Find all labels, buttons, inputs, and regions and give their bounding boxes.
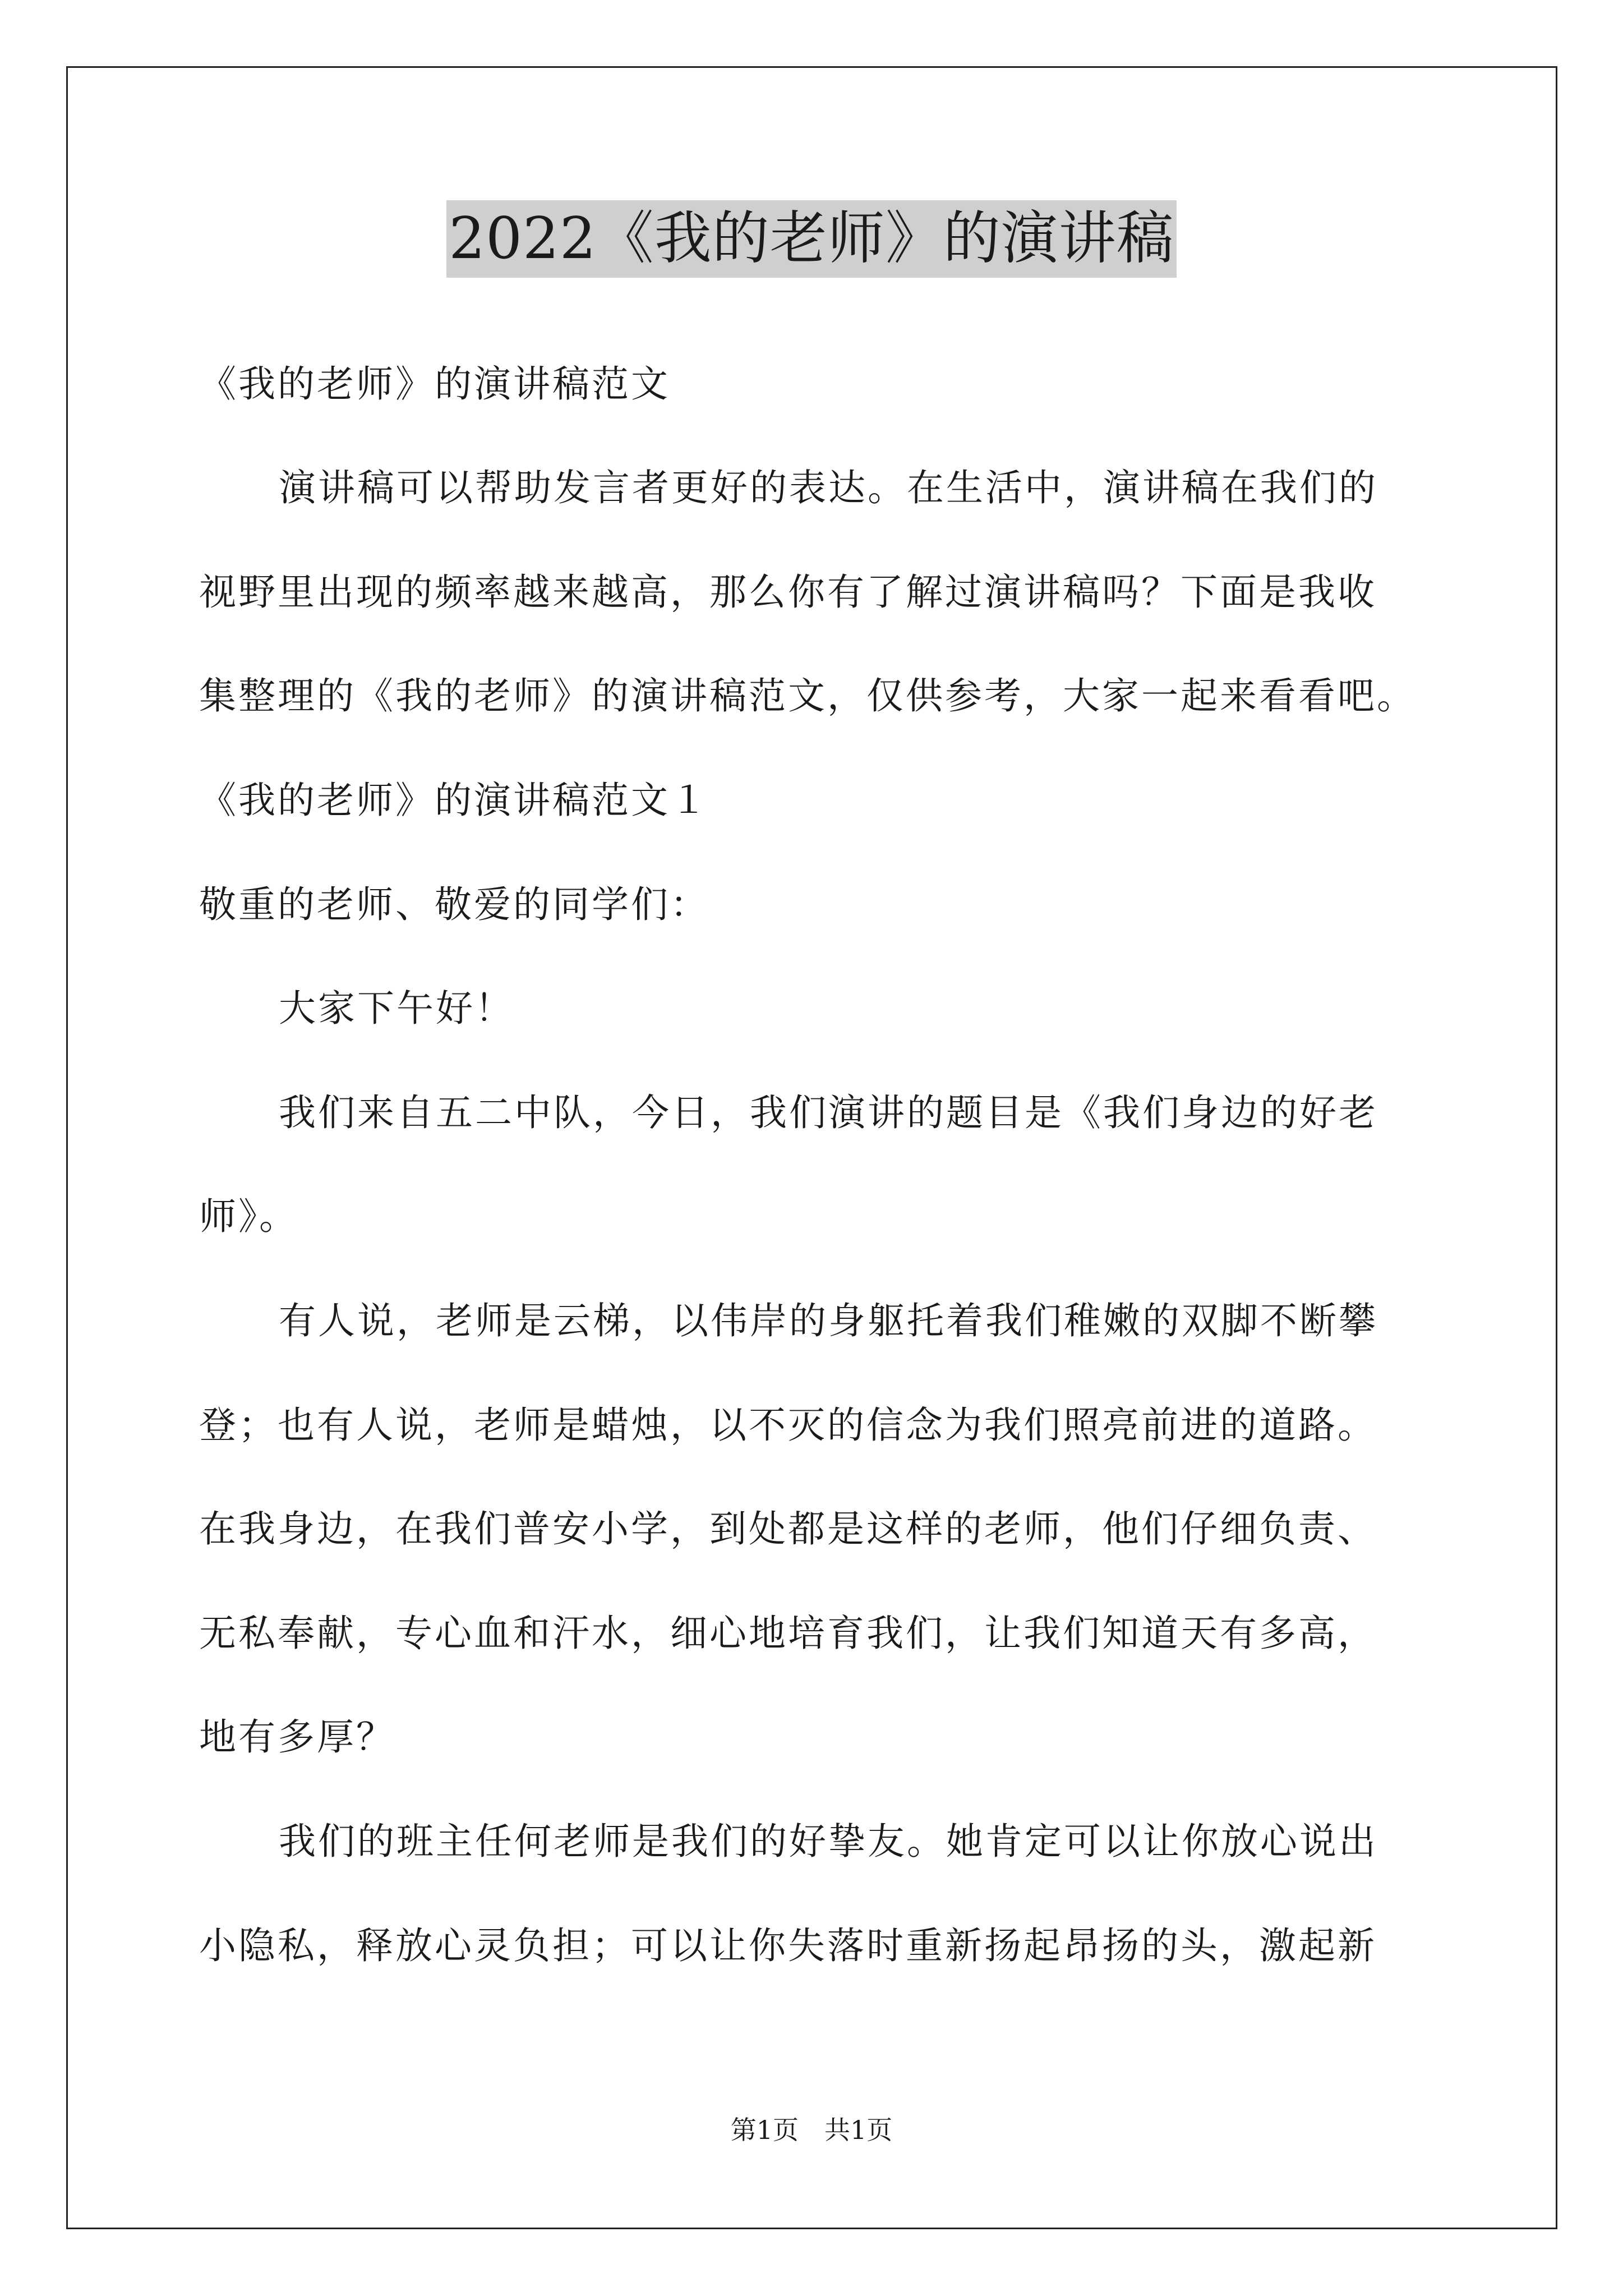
paragraph-line: 在我身边，在我们普安小学，到处都是这样的老师，他们仔细负责、: [199, 1507, 1377, 1550]
paragraph-line: 演讲稿可以帮助发言者更好的表达。在生活中，演讲稿在我们的: [279, 466, 1378, 509]
section-heading: 《我的老师》的演讲稿范文１: [199, 779, 709, 822]
document-title: 2022《我的老师》的演讲稿: [446, 200, 1177, 278]
subtitle-line: 《我的老师》的演讲稿范文: [199, 362, 670, 406]
paragraph-line: 有人说，老师是云梯，以伟岸的身躯托着我们稚嫩的双脚不断攀: [279, 1299, 1378, 1342]
paragraph-line: 师》。: [199, 1195, 298, 1238]
title-container: [0, 200, 1623, 278]
paragraph-line: 视野里出现的频率越来越高，那么你有了解过演讲稿吗？下面是我收: [199, 570, 1377, 614]
paragraph-line: 地有多厚？: [199, 1715, 395, 1759]
paragraph-line: 我们的班主任何老师是我们的好挚友。她肯定可以让你放心说出: [279, 1820, 1378, 1863]
paragraph-line: 小隐私，释放心灵负担；可以让你失落时重新扬起昂扬的头，激起新: [199, 1924, 1377, 1967]
salutation-line: 敬重的老师、敬爱的同学们：: [199, 883, 709, 926]
page-footer: 第1页 共1页: [730, 2115, 893, 2145]
greeting-line: 大家下午好！: [279, 987, 514, 1030]
paragraph-line: 集整理的《我的老师》的演讲稿范文，仅供参考，大家一起来看看吧。: [199, 674, 1416, 717]
paragraph-line: 我们来自五二中队，今日，我们演讲的题目是《我们身边的好老: [279, 1091, 1378, 1134]
paragraph-line: 无私奉献，专心血和汗水，细心地培育我们，让我们知道天有多高，: [199, 1612, 1377, 1655]
paragraph-line: 登；也有人说，老师是蜡烛，以不灭的信念为我们照亮前进的道路。: [199, 1404, 1377, 1447]
